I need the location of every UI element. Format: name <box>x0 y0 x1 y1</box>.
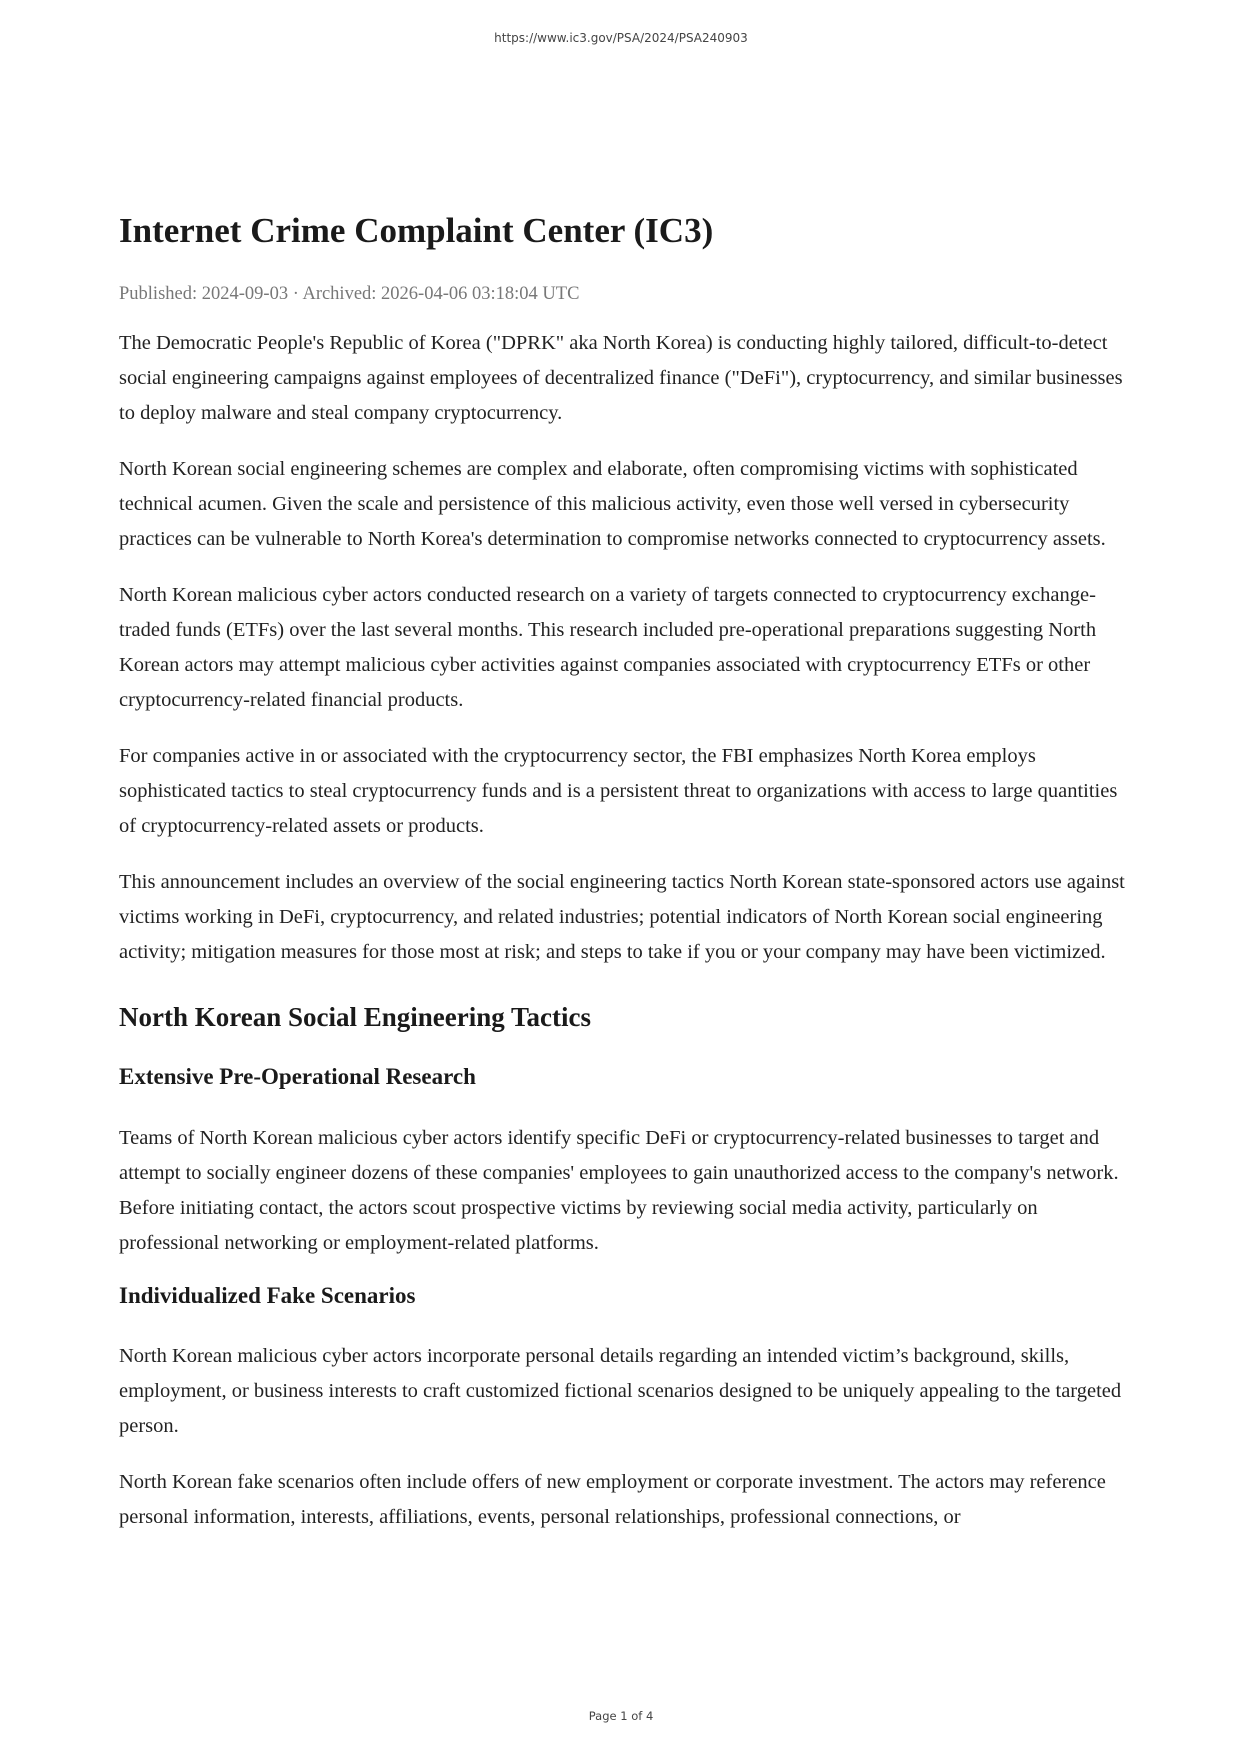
subsection-heading: Individualized Fake Scenarios <box>119 1282 416 1308</box>
page-title: Internet Crime Complaint Center (IC3) <box>119 211 714 250</box>
paragraph: North Korean malicious cyber actors incorporate personal details regarding an intended victim’s background, skills, employment, or business interests to craft customized fictional scenarios designed to be uniquely appealing to the targeted person. <box>119 1345 1122 1438</box>
paragraph: This announcement includes an overview of the social engineering tactics North Korean state-sponsored actors use against victims working in DeFi, cryptocurrency, and related industries; potential indicators of North Korean social engineering activity; mitigation measures for those most at risk; and steps to take if you or your company may have been victimized. <box>119 870 1125 963</box>
paragraph: North Korean malicious cyber actors conducted research on a variety of targets connected to cryptocurrency exchange-traded funds (ETFs) over the last several months. This research included pre-operational preparations suggesting North Korean actors may attempt malicious cyber activities against companies associated with cryptocurrency ETFs or other cryptocurrency-related financial products. <box>119 583 1097 711</box>
paragraph: North Korean social engineering schemes are complex and elaborate, often compromising victims with sophisticated technical acumen. Given the scale and persistence of this malicious activity, even those well versed in cybersecurity practices can be vulnerable to North Korea's determination to compromise networks connected to cryptocurrency assets. <box>119 457 1106 550</box>
paragraph: North Korean fake scenarios often include offers of new employment or corporate investment. The actors may reference personal information, interests, affiliations, events, personal relationships, professional connections, or <box>119 1471 1106 1529</box>
page-number: Page 1 of 4 <box>588 1709 654 1723</box>
section-heading: North Korean Social Engineering Tactics <box>119 1001 592 1032</box>
page-url: https://www.ic3.gov/PSA/2024/PSA240903 <box>494 31 748 45</box>
subsection-heading: Extensive Pre-Operational Research <box>119 1064 476 1090</box>
paragraph: For companies active in or associated with the cryptocurrency sector, the FBI emphasizes North Korea employs sophisticated tactics to steal cryptocurrency funds and is a persistent threat to organizations with access to large quantities of cryptocurrency-related assets or products. <box>119 744 1118 837</box>
publish-meta: Published: 2024-09-03 · Archived: 2026-04-06 03:18:04 UTC <box>119 284 580 304</box>
paragraph: Teams of North Korean malicious cyber actors identify specific DeFi or cryptocurrency-related businesses to target and attempt to socially engineer dozens of these companies' employees to gain unauthorized access to the company's network. Before initiating contact, the actors scout prospective victims by reviewing social media activity, particularly on professional networking or employment-related platforms. <box>119 1126 1119 1254</box>
article <box>119 210 1129 1556</box>
paragraph: The Democratic People's Republic of Korea ("DPRK" aka North Korea) is conducting highly tailored, difficult-to-detect social engineering campaigns against employees of decentralized finance ("DeFi"), cryptocurrency, and similar businesses to deploy malware and steal company cryptocurrency. <box>119 331 1123 424</box>
